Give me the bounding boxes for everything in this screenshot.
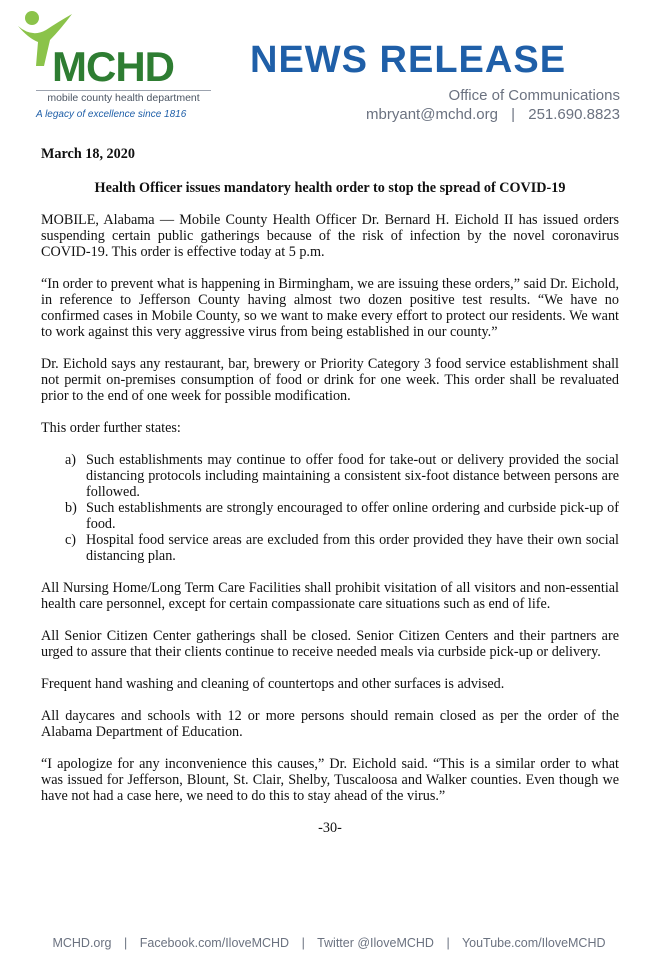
news-release-title: NEWS RELEASE xyxy=(250,39,567,81)
logo-subtitle: mobile county health department xyxy=(36,90,211,104)
logo-tagline: A legacy of excellence since 1816 xyxy=(36,109,187,120)
body-paragraph: Frequent hand washing and cleaning of countertops and other surfaces is advised. xyxy=(41,676,505,692)
list-item-text: Hospital food service areas are excluded from this order provided they have their own social distancing plan. xyxy=(86,532,619,564)
footer-separator: | xyxy=(446,936,450,950)
footer-link-website[interactable]: MCHD.org xyxy=(52,936,112,950)
footer-links xyxy=(0,936,658,950)
body-paragraph: All daycares and schools with 12 or more persons should remain closed as per the order of the Alabama Department of Education. xyxy=(41,708,619,740)
end-mark: -30- xyxy=(318,820,342,836)
release-headline: Health Officer issues mandatory health order to stop the spread of COVID-19 xyxy=(94,180,566,196)
office-name: Office of Communications xyxy=(448,87,620,104)
contact-separator: | xyxy=(511,106,516,123)
footer-link-youtube[interactable]: YouTube.com/IloveMCHD xyxy=(461,936,606,950)
release-body xyxy=(41,146,619,836)
body-paragraph: All Nursing Home/Long Term Care Facilities shall prohibit visitation of all visitors and non-essential health care personnel, except for certain compassionate care situations such as end of life. xyxy=(41,580,619,612)
list-item xyxy=(41,500,619,532)
letterhead xyxy=(0,0,658,135)
release-date: March 18, 2020 xyxy=(41,146,135,162)
list-item xyxy=(41,452,619,500)
footer-separator: | xyxy=(301,936,305,950)
mchd-logo xyxy=(12,8,212,118)
logo-wordmark: MCHD xyxy=(52,43,174,90)
list-marker: b) xyxy=(65,500,77,516)
contact-line xyxy=(366,106,620,123)
body-paragraph: MOBILE, Alabama — Mobile County Health Officer Dr. Bernard H. Eichold II has issued orders suspending certain public gatherings because of the risk of infection by the novel coronavirus COVID-19. This order is effective today at 5 p.m. xyxy=(41,212,619,260)
body-paragraph: “I apologize for any inconvenience this causes,” Dr. Eichold said. “This is a similar order to what was issued for Jefferson, Blount, St. Clair, Shelby, Tuscaloosa and Walker counties. Even though we have not had a case here, we need to do this to stay ahead of the virus.” xyxy=(41,756,619,804)
footer-link-twitter[interactable]: Twitter @IloveMCHD xyxy=(317,936,434,950)
body-paragraph: “In order to prevent what is happening in Birmingham, we are issuing these orders,” said Dr. Eichold, in reference to Jefferson County having almost two dozen positive test results. “We have no confirmed cases in Mobile County, so we want to make every effort to protect our residents. We want to work against this very aggressive virus from being established in our county.” xyxy=(41,276,619,340)
list-item xyxy=(41,532,619,564)
order-list xyxy=(41,452,619,564)
list-marker: c) xyxy=(65,532,77,548)
contact-phone: 251.690.8823 xyxy=(528,106,620,123)
footer-link-facebook[interactable]: Facebook.com/IloveMCHD xyxy=(139,936,290,950)
body-paragraph: This order further states: xyxy=(41,420,181,436)
body-paragraph: Dr. Eichold says any restaurant, bar, brewery or Priority Category 3 food service establishment shall not permit on-premises consumption of food or drink for one week. This order shall be revaluated prior to the end of one week for possible modification. xyxy=(41,356,619,404)
contact-email[interactable]: mbryant@mchd.org xyxy=(366,106,498,123)
body-paragraph: All Senior Citizen Center gatherings shall be closed. Senior Citizen Centers and their partners are urged to assure that their clients continue to receive needed meals via curbside pick-up or delivery. xyxy=(41,628,619,660)
footer-separator: | xyxy=(124,936,128,950)
list-item-text: Such establishments are strongly encouraged to offer online ordering and curbside pick-up of food. xyxy=(86,500,619,532)
list-marker: a) xyxy=(65,452,77,468)
list-item-text: Such establishments may continue to offer food for take-out or delivery provided the social distancing protocols including maintaining a consistent six-foot distance between persons are followed. xyxy=(86,452,619,500)
